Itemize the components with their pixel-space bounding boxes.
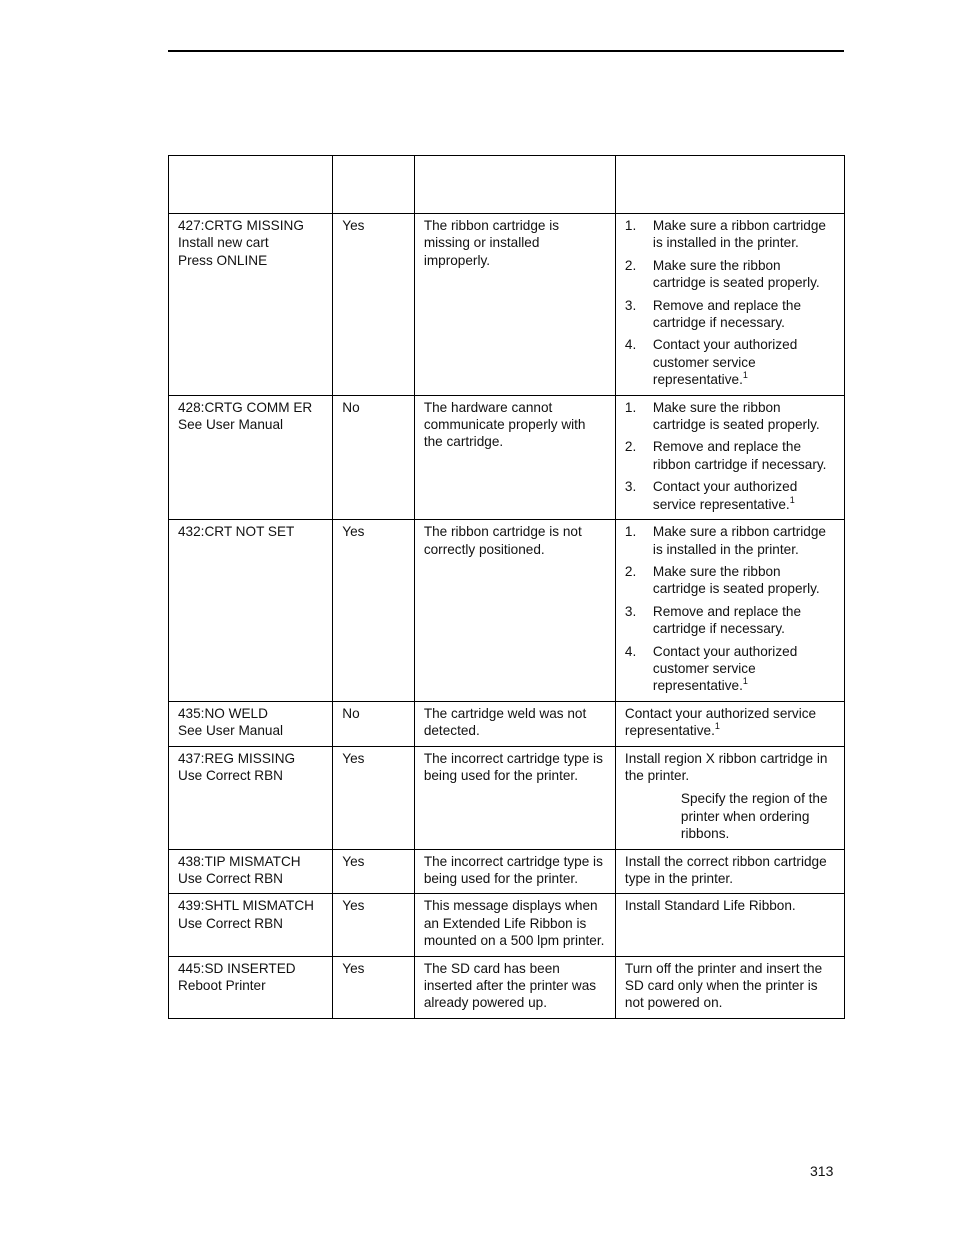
- message-line: 427:CRTG MISSING: [178, 218, 304, 233]
- solution-step: [625, 478, 836, 513]
- header-rule: [168, 50, 844, 52]
- step-text: Contact your authorized customer service representative.: [652, 337, 798, 388]
- step-text: Contact your authorized customer service representative.: [652, 643, 798, 694]
- page-number: 313: [810, 1163, 834, 1179]
- solution-step: [625, 217, 836, 252]
- solution-cell: Install the correct ribbon cartridge type in the printer.: [615, 849, 844, 894]
- header-cell: [414, 156, 615, 214]
- message-line: 428:CRTG COMM ER: [178, 399, 313, 415]
- step-text: Make sure a ribbon cartridge is installed in the printer.: [652, 524, 826, 557]
- step-number: 1.: [624, 524, 637, 540]
- clearable-cell: Yes: [333, 956, 415, 1018]
- explanation-cell: The SD card has been inserted after the printer was already powered up.: [414, 956, 615, 1018]
- message-line: 439:SHTL MISMATCH: [178, 898, 314, 914]
- table-row: [169, 214, 845, 396]
- step-number: 1.: [624, 218, 637, 233]
- table-row: [169, 701, 845, 746]
- step-text: Make sure the ribbon cartridge is seated properly.: [652, 563, 820, 597]
- explanation-cell: This message displays when an Extended Life Ribbon is mounted on a 500 lpm printer.: [414, 894, 615, 956]
- step-number: 4.: [624, 337, 637, 353]
- message-cell: [169, 395, 333, 519]
- solution-cell: [615, 520, 844, 702]
- solution-step: [625, 257, 836, 292]
- footnote-marker: 1: [714, 721, 720, 732]
- message-line: Press ONLINE: [178, 252, 268, 268]
- message-line: 435:NO WELD: [178, 705, 268, 721]
- explanation-cell: The incorrect cartridge type is being used for the printer.: [414, 849, 615, 894]
- footnote-marker: 1: [742, 676, 748, 687]
- step-number: 2.: [624, 257, 637, 273]
- message-line: Install new cart: [178, 235, 269, 251]
- step-number: 3.: [624, 297, 637, 313]
- table-row: [169, 894, 845, 956]
- solution-step: [625, 399, 836, 434]
- solution-cell: [615, 214, 844, 396]
- table-row: [169, 395, 845, 519]
- message-cell: [169, 701, 333, 746]
- solution-step: [625, 643, 836, 695]
- header-cell: [333, 156, 415, 214]
- explanation-cell: The incorrect cartridge type is being used for the printer.: [414, 746, 615, 849]
- message-line: See User Manual: [178, 723, 284, 739]
- step-text: Remove and replace the ribbon cartridge if necessary.: [652, 439, 827, 472]
- clearable-cell: Yes: [333, 520, 415, 702]
- table-row: [169, 746, 845, 849]
- clearable-cell: No: [333, 701, 415, 746]
- step-number: 4.: [624, 643, 637, 659]
- message-line: Use Correct RBN: [178, 915, 283, 931]
- table-header-row: [169, 156, 845, 214]
- solution-cell: [615, 701, 844, 746]
- message-line: See User Manual: [178, 417, 284, 433]
- clearable-cell: No: [333, 395, 415, 519]
- table-row: [169, 520, 845, 702]
- solution-cell: [615, 395, 844, 519]
- header-cell: [169, 156, 333, 214]
- message-line: 437:REG MISSING: [178, 750, 296, 766]
- explanation-cell: The ribbon cartridge is missing or installed improperly.: [414, 214, 615, 396]
- solution-cell: Install Standard Life Ribbon.: [615, 894, 844, 956]
- table-row: [169, 849, 845, 894]
- header-cell: [615, 156, 844, 214]
- solution-steps: [625, 217, 836, 389]
- clearable-cell: Yes: [333, 746, 415, 849]
- solution-step: [625, 336, 836, 388]
- step-text: Make sure the ribbon cartridge is seated properly.: [652, 257, 820, 291]
- message-cell: [169, 956, 333, 1018]
- solution-steps: [625, 523, 836, 695]
- step-text: Contact your authorized service representative.: [652, 479, 798, 512]
- step-text: Make sure a ribbon cartridge is installed in the printer.: [652, 218, 826, 251]
- explanation-cell: The hardware cannot communicate properly with the cartridge.: [414, 395, 615, 519]
- solution-text: Install region X ribbon cartridge in the printer.: [624, 750, 828, 783]
- table-row: [169, 956, 845, 1018]
- step-number: 3.: [624, 479, 637, 495]
- solution-cell: Turn off the printer and insert the SD card only when the printer is not powered on.: [615, 956, 844, 1018]
- clearable-cell: Yes: [333, 894, 415, 956]
- clearable-cell: Yes: [333, 849, 415, 894]
- solution-step: [625, 523, 836, 558]
- solution-step: [625, 297, 836, 332]
- solution-steps: [625, 399, 836, 513]
- step-number: 2.: [624, 439, 637, 455]
- message-cell: [169, 746, 333, 849]
- solution-text: Contact your authorized service representative.: [624, 705, 817, 739]
- step-number: 2.: [624, 563, 637, 579]
- footnote-marker: 1: [742, 370, 748, 381]
- solution-step: [625, 563, 836, 598]
- message-cell: [169, 849, 333, 894]
- solution-cell: [615, 746, 844, 849]
- solution-step: [625, 438, 836, 473]
- solution-note: Specify the region of the printer when ordering ribbons.: [680, 791, 828, 842]
- clearable-cell: Yes: [333, 214, 415, 396]
- message-line: 438:TIP MISMATCH: [178, 853, 301, 869]
- step-number: 3.: [624, 603, 637, 619]
- error-message-table: [168, 155, 845, 1019]
- message-line: Reboot Printer: [178, 978, 266, 994]
- step-number: 1.: [624, 399, 637, 415]
- message-cell: [169, 214, 333, 396]
- message-line: 445:SD INSERTED: [178, 960, 296, 976]
- message-cell: [169, 520, 333, 702]
- explanation-cell: The cartridge weld was not detected.: [414, 701, 615, 746]
- step-text: Remove and replace the cartridge if necessary.: [652, 297, 802, 331]
- message-line: Use Correct RBN: [178, 871, 283, 886]
- message-line: Use Correct RBN: [178, 767, 283, 783]
- message-line: 432:CRT NOT SET: [178, 524, 295, 540]
- step-text: Remove and replace the cartridge if necessary.: [652, 603, 802, 637]
- step-text: Make sure the ribbon cartridge is seated properly.: [652, 399, 820, 433]
- solution-step: [625, 603, 836, 638]
- footnote-marker: 1: [789, 494, 795, 505]
- explanation-cell: The ribbon cartridge is not correctly positioned.: [414, 520, 615, 702]
- message-cell: [169, 894, 333, 956]
